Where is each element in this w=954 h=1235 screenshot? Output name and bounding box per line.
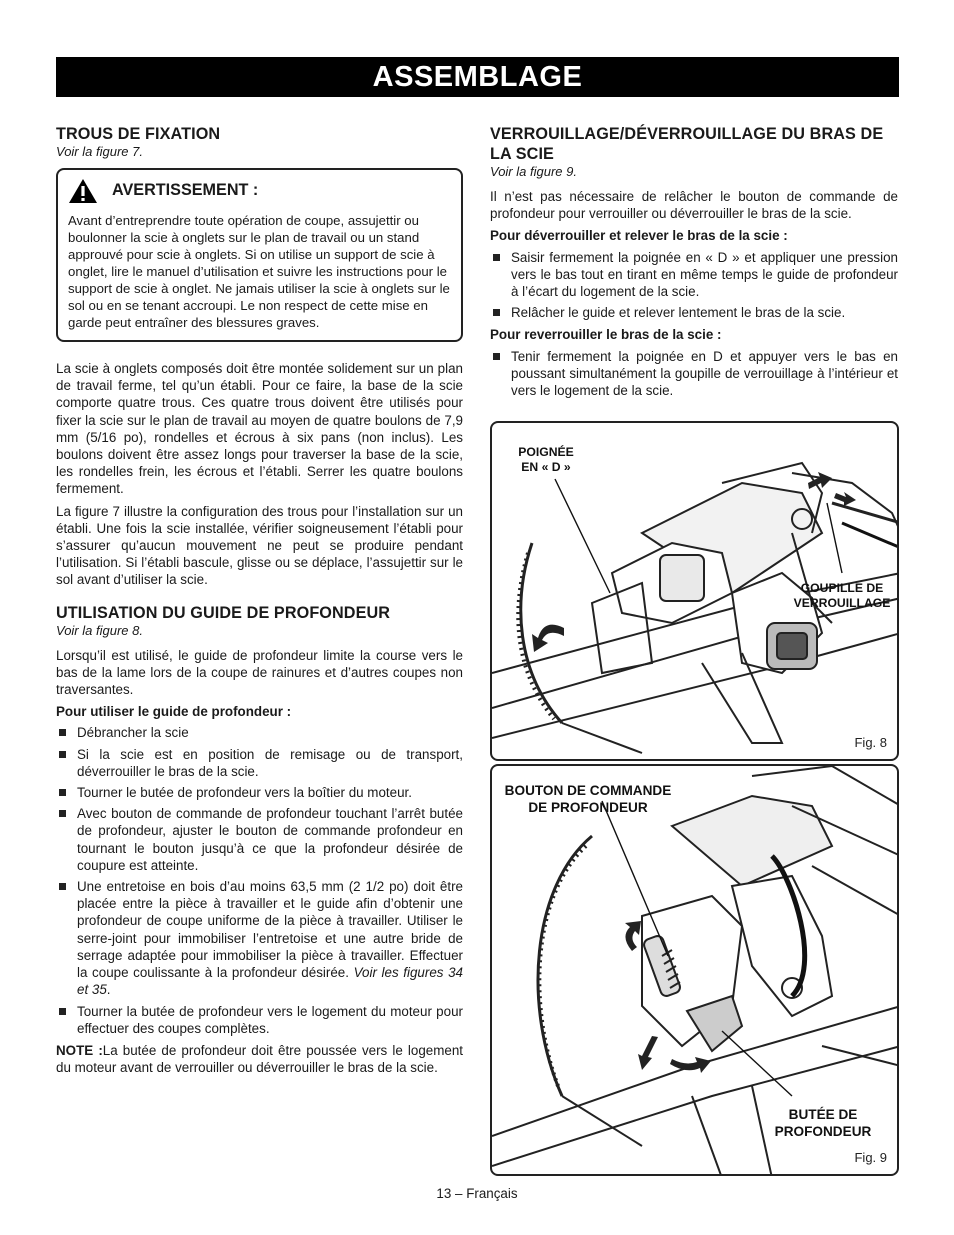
subheading-unlock: Pour déverrouiller et relever le bras de la scie : (490, 228, 788, 244)
warning-box (56, 168, 463, 342)
note-text: La butée de profondeur doit être poussée vers le logement du moteur avant de verrouiller ou déverrouiller le bras de la scie. (56, 1042, 463, 1076)
heading-guide-profondeur: UTILISATION DU GUIDE DE PROFONDEUR (56, 603, 391, 622)
list-item: Avec bouton de commande de profondeur touchant l’arrêt butée de profondeur, ajuster le bouton de commande profondeur en tournant le bouton jusqu’à ce que la profondeur désirée de coupure est atteinte. (56, 805, 463, 874)
list-item: Débrancher la scie (56, 724, 463, 741)
list-item: Tourner la butée de profondeur vers le logement du moteur pour effectuer des coupes complètes. (56, 1003, 463, 1037)
paragraph-depth-guide: Lorsqu’il est utilisé, le guide de profondeur limite la course vers le bas de la lame lors de la coupe de rainures et d’autres coupes non traversantes. (56, 647, 463, 698)
figure-9 (490, 764, 899, 1176)
right-column (490, 124, 898, 404)
section-banner: ASSEMBLAGE (56, 57, 899, 97)
paragraph-lock-intro: Il n’est pas nécessaire de relâcher le bouton de commande de profondeur pour verrouiller ou déverrouiller le bras de la scie. (490, 189, 898, 222)
figure-caption: Fig. 8 (854, 734, 887, 750)
list-item: Tenir fermement la poignée en D et appuyer vers le bas en poussant simultanément la goupille de verrouillage à l’intérieur et vers le logement de la scie. (490, 348, 898, 400)
left-column (56, 124, 463, 1081)
list-item: Relâcher le guide et relever lentement le bras de la scie. (490, 304, 898, 321)
label-depth-stop: BUTÉE DE PROFONDEUR (774, 1107, 872, 1139)
subheading-use-depth-guide: Pour utiliser le guide de profondeur : (56, 704, 292, 720)
depth-guide-steps (56, 724, 463, 1036)
subheading-relock: Pour reverrouiller le bras de la scie : (490, 327, 722, 343)
figure-reference: Voir les figures 34 et 35 (77, 965, 463, 998)
heading-trous-de-fixation: TROUS DE FIXATION (56, 125, 221, 143)
list-item: Une entretoise en bois d’au moins 63,5 mm (2 1/2 po) doit être placée entre la pièce à travailler et le guide afin d’obtenir une profondeur de coupe uniforme de la pièce à travailler. Utiliser le serre-joint pour immobiliser l’entretoise et une autre bride de serrage adaptée pour immobiliser la pièce à travailler. Effectuer la coupe coulissante à la profondeur désirée. Voir les figures 34 et 35. (56, 878, 463, 998)
label-d-handle: POIGNÉE EN « D » (518, 445, 574, 474)
paragraph-mounting: La scie à onglets composés doit être montée solidement sur un plan de travail ferme, tel qu’un établi. Pour ce faire, la base de la scie comporte quatre trous. Ces quatre trous doivent être utilisés pour fixer la scie sur le plan de travail au moyen de quatre boulons de 7,9 mm (5/16 po), rondelles et écrous à six pans (non inclus). Les boulons doivent être assez longs pour traverser la base de la scie, les rondelles frein, les écrous et l’établi. Serrer les quatre boulons fermement. (56, 361, 463, 497)
label-lock-pin: GOUPILLE DE VERROUILLAGE (793, 581, 891, 610)
list-item: Tourner le butée de profondeur vers la boîtier du moteur. (56, 784, 463, 801)
figure-reference: Voir la figure 7. (56, 144, 143, 159)
note-label: NOTE : (56, 1042, 103, 1058)
figure-8 (490, 421, 899, 761)
label-depth-knob: BOUTON DE COMMANDE DE PROFONDEUR (504, 783, 672, 815)
warning-title: AVERTISSEMENT : (112, 181, 259, 200)
unlock-steps (490, 249, 898, 322)
list-item: Saisir fermement la poignée en « D » et appliquer une pression vers le bas tout en tirant en même temps le guide de profondeur à l’écart du logement de la scie. (490, 249, 898, 301)
list-item: Si la scie est en position de remisage ou de transport, déverrouiller le bras de la scie. (56, 746, 463, 780)
list-item-text: Une entretoise en bois d’au moins 63,5 mm (2 1/2 po) doit être placée entre la pièce à travailler et le guide afin d’obtenir une profondeur de coupe uniforme de la pièce à travailler. Utiliser le serre-joint pour immobiliser l’entretoise et une autre bride de serrage adaptée pour immobiliser la pièce à travailler. Effectuer la coupe coulissante à la profondeur désirée. (77, 879, 463, 981)
figure-caption: Fig. 9 (854, 1149, 887, 1165)
paragraph-figure7: La figure 7 illustre la configuration des trous pour l’installation sur un établi. Une fois la scie installée, vérifier soigneusement l’établi pour s’assurer qu’aucun mouvement ne peut se produire pendant l’utilisation. Si l’établi bascule, glisse ou se déplace, l’assujettir sur le sol avant d’utiliser la scie. (56, 503, 463, 588)
figure-reference: Voir la figure 9. (490, 164, 577, 179)
warning-triangle-icon (68, 178, 98, 204)
warning-text: Avant d’entreprendre toute opération de coupe, assujettir ou boulonner la scie à onglets sur le plan de travail ou un stand approuvé pour scie à onglets. Si on utilise un support de scie à onglet, lire le manuel d’utilisation et suivre les instructions pour le support de scie à onglet. Ne jamais utiliser la scie à onglets sur le sol ou en se tenant accroupi. Le non respect de cette mise en garde peut entraîner des blessures graves. (68, 213, 450, 330)
figure-reference: Voir la figure 8. (56, 622, 143, 638)
page-footer: 13 – Français (436, 1186, 518, 1201)
relock-steps (490, 348, 898, 400)
note (56, 1042, 463, 1076)
heading-verrouillage: VERROUILLAGE/DÉVERROUILLAGE DU BRAS DE LA SCIE (490, 125, 884, 163)
